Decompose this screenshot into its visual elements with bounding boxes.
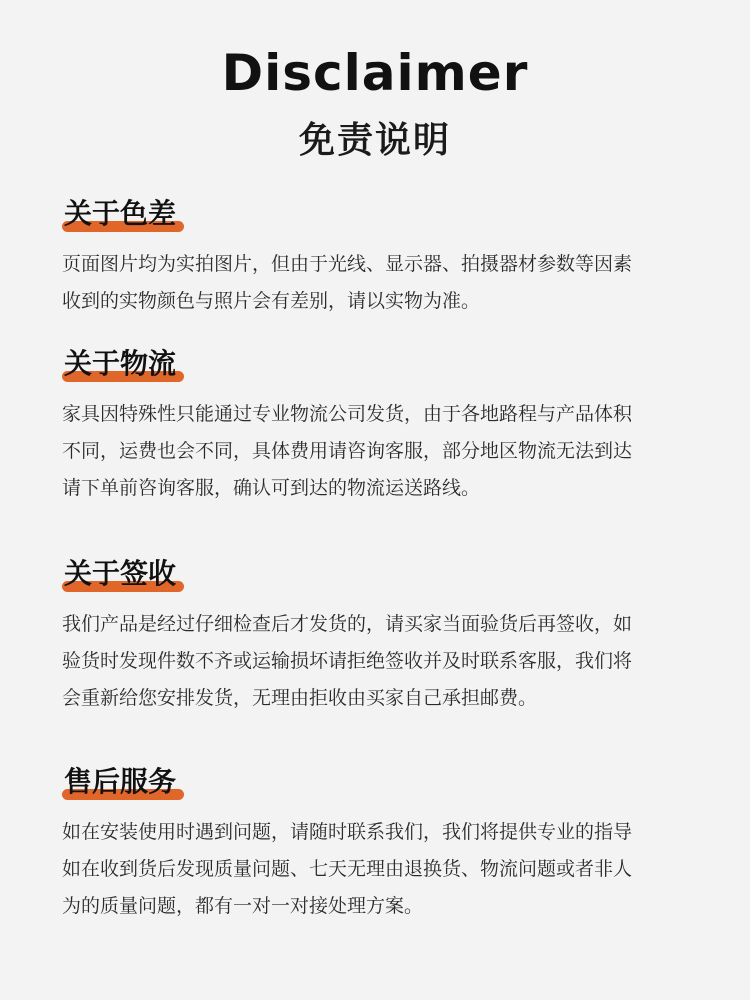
section-after-sales	[62, 764, 702, 925]
section-delivery-signing	[62, 556, 702, 717]
paragraph-line: 会重新给您安排发货，无理由拒收由买家自己承担邮费。	[62, 687, 538, 709]
paragraph-line: 为的质量问题，都有一对一对接处理方案。	[62, 895, 424, 917]
paragraph-line: 如在收到货后发现质量问题、七天无理由退换货、物流问题或者非人	[62, 858, 633, 880]
paragraph-line: 请下单前咨询客服，确认可到达的物流运送路线。	[62, 477, 481, 499]
section-heading	[62, 196, 178, 232]
paragraph-line: 页面图片均为实拍图片，但由于光线、显示器、拍摄器材参数等因素	[62, 253, 633, 275]
section-heading-text: 售后服务	[64, 765, 177, 798]
paragraph-line: 如在安装使用时遇到问题，请随时联系我们，我们将提供专业的指导	[62, 821, 633, 843]
paragraph-line: 我们产品是经过仔细检查后才发货的，请买家当面验货后再签收，如	[62, 613, 633, 635]
section-paragraph	[62, 246, 702, 320]
section-heading-text: 关于物流	[64, 347, 177, 380]
paragraph-line: 不同，运费也会不同，具体费用请咨询客服，部分地区物流无法到达	[62, 440, 633, 462]
section-heading	[62, 556, 178, 592]
paragraph-line: 验货时发现件数不齐或运输损坏请拒绝签收并及时联系客服，我们将	[62, 650, 633, 672]
paragraph-line: 收到的实物颜色与照片会有差别，请以实物为准。	[62, 290, 481, 312]
section-heading-text: 关于签收	[64, 557, 177, 590]
section-paragraph	[62, 396, 702, 507]
section-heading-text: 关于色差	[64, 197, 177, 230]
section-color-difference	[62, 196, 702, 320]
section-paragraph	[62, 814, 702, 925]
page-title-chinese: 免责说明	[298, 120, 451, 161]
section-paragraph	[62, 606, 702, 717]
page-title-english: Disclaimer	[221, 44, 529, 102]
section-heading	[62, 346, 178, 382]
section-heading	[62, 764, 178, 800]
paragraph-line: 家具因特殊性只能通过专业物流公司发货，由于各地路程与产品体积	[62, 403, 633, 425]
section-logistics	[62, 346, 702, 507]
